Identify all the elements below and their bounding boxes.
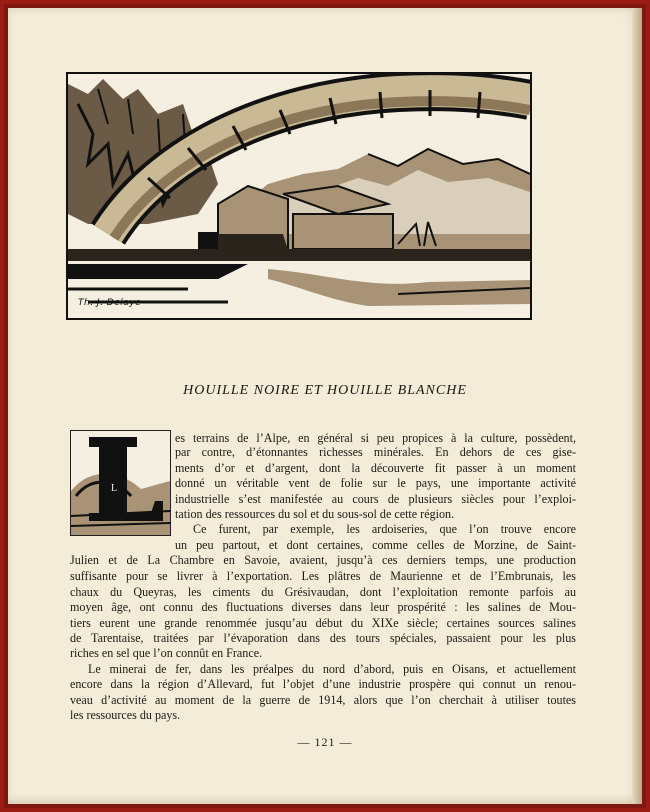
text-line: par contre, d’étonnantes richesses minérales. En dehors de ces gise- [175, 445, 576, 459]
text-line: un peu partout, et dont certaines, comme celles de Morzine, de Saint- [175, 538, 576, 552]
illustration-engraving [66, 72, 532, 320]
text-line: tation des ressources du sol et du sous-sol de cette région. [175, 507, 455, 521]
text-line: encore dans la région d’Allevard, fut l’objet d’une industrie prospère qui connut un renou- [70, 677, 576, 691]
page-edge [632, 8, 642, 804]
text-line: Le minerai de fer, dans les préalpes du nord d’abord, puis en Oisans, et actuellement [88, 662, 576, 676]
text-line: veau d’activité au moment de la guerre de 1914, alors que l’on cherchait à utiliser toutes [70, 693, 576, 707]
drop-cap-ornament [70, 430, 171, 536]
text-line: riches en sel que l’on connût en France. [70, 646, 263, 660]
text-line: Julien et de La Chambre en Savoie, avaient, jusqu’à ces derniers temps, une production [70, 553, 576, 567]
drop-cap-letter-illustration [71, 431, 170, 535]
text-line: industrielle s’est manifestée au cours de plusieurs siècles pour l’exploi- [175, 492, 576, 506]
chapter-title: HOUILLE NOIRE ET HOUILLE BLANCHE [183, 383, 467, 398]
text-line: donné un véritable vent de folie sur le pays, une importante activité [175, 476, 576, 490]
artist-signature: Th. J. Delaye [78, 298, 142, 308]
text-line: moyen âge, ont connu des fluctuations diverses dans leur prospérité : les salines de Mou- [70, 600, 576, 614]
text-line: es terrains de l’Alpe, en général si peu propices à la culture, possèdent, [175, 431, 576, 445]
text-line: de Tarentaise, traitées par l’évaporation dans des tours spéciales, passaient pour les plus [70, 631, 576, 645]
page-number: — 121 — [297, 735, 353, 749]
text-line: tiers eurent une grande renommée jusqu’au début du XIXe siècle; certaines sources salines [70, 616, 576, 630]
text-line: ments d’or et d’argent, dont la découverte fit passer à un moment [175, 461, 576, 475]
drop-cap-letter: L [111, 483, 118, 494]
landscape-pipeline-illustration [68, 74, 530, 318]
text-line: Ce furent, par exemple, les ardoiseries, que l’on trouve encore [193, 522, 576, 536]
text-line: suffisante pour se livrer à l’exportation. Les plâtres de Maurienne et de l’Embrunais, les [70, 569, 576, 583]
text-line: chaux du Queyras, les ciments du Grésivaudan, dont l’exploitation remonte parfois au [70, 585, 576, 599]
text-line: les ressources du pays. [70, 708, 181, 722]
